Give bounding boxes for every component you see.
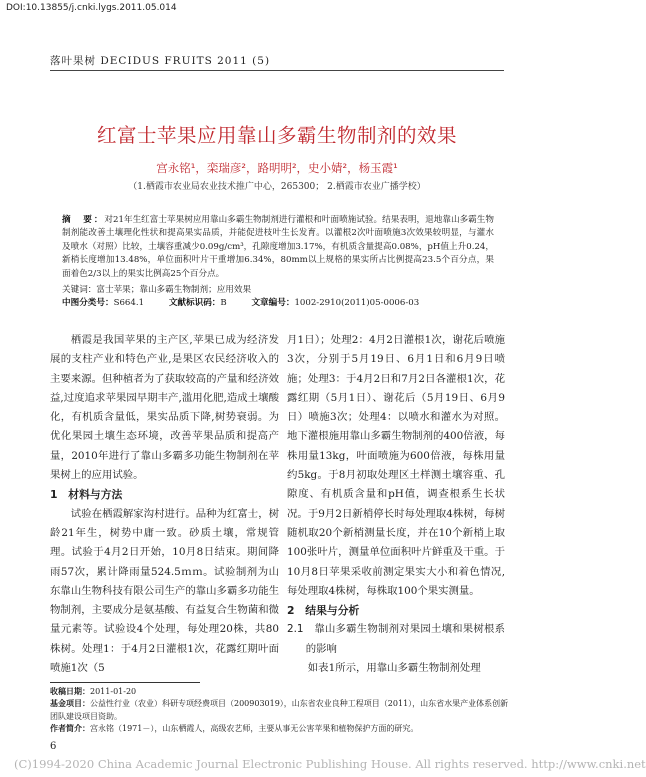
abstract-label: 摘 要： xyxy=(62,215,105,225)
paragraph: 栖霞是我国苹果的主产区,苹果已成为经济发展的支柱产业和特色产业,是果区农民经济收入的主要来源。但种植者为了获取较高的产量和经济效益,过度追求苹果园早期丰产,滥用化肥,造成土壤酸化，有机质含量低，果实品质下降,树势衰弱。为优化果园土壤生态环境，改善苹果品质和提高产量，2010年进行了靠山多霸多功能生物制剂在苹果树上的应用试验。 xyxy=(50,334,279,482)
abstract-text: 对21年生红富士苹果树应用靠山多霸生物制剂进行灌根和叶面喷施试验。结果表明，退地靠山多霸生物制剂能改善土壤理化性状和提高果实品质，并能促进枝叶生长发育。以灌根2次叶面喷施3次效果较明显，与灌水及喷水（对照）比较，土壤容重减少0.09g/cm³，孔隙度增加3.17%，有机质含量提高0.08%，pH值上升0.24，新梢长度增加13.48%，单位面积叶片干重增加6.34%，80mm以上规格的果实所占比例提高23.5个百分点，果面着色2/3以上的果实比例高25个百分点。 xyxy=(62,215,494,279)
received-date: 收稿日期：2011-01-20 xyxy=(50,687,137,696)
doi-line: DOI:10.13855/j.cnki.lygs.2011.05.014 xyxy=(6,3,177,13)
abstract xyxy=(62,214,494,281)
paragraph: 月1日）；处理2：4月2日灌根1次，谢花后喷施3次，分别于5月19日、6月1日和6月9日喷施；处理3：于4月2日和7月2日各灌根1次，花露红期（5月1日）、谢花后（5月19日、6月9日）喷施3次；处理4：以喷水和灌水为对照。地下灌根施用靠山多霸生物制剂的400倍液，每株用量13kg，叶面喷施为600倍液，每株用量约5kg。于8月初取处理区土样测土壤容重、孔隙度、有机质含量和pH值，调查根系生长状况。于9月2日新梢停长时每处理取4株树，每树随机取20个新梢测量长度，并在10个新梢上取100张叶片，测量单位面积叶片鲜重及干重。于10月8日苹果采收前测定果实大小和着色情况,每处理取4株树，每株取100个果实测量。 xyxy=(287,334,505,597)
section-heading: 2 结果与分析 xyxy=(287,604,360,618)
clc-code: 中图分类号：S664.1 xyxy=(62,298,145,308)
copyright-notice: (C)1994-2020 China Academic Journal Electronic Publishing House. All rights reserved. http://www.cnki.net xyxy=(14,757,646,771)
page-number: 6 xyxy=(50,741,57,752)
body-column-right xyxy=(287,331,505,678)
section-heading: 1 材料与方法 xyxy=(50,488,123,502)
author-list: 宫永铭¹，栾瑞彦²，路明明²，史小婧²，杨玉霞¹ xyxy=(156,161,398,175)
footnote-rule xyxy=(50,682,200,683)
fund-info: 基金项目：公益性行业（农业）科研专项经费项目（200903019），山东省农业良种工程项目（2011），山东省水果产业体系创新团队建设项目资助。 xyxy=(50,699,509,721)
affiliations: （1.栖霞市农业局农业技术推广中心，265300； 2.栖霞市农业广播学校） xyxy=(128,182,426,192)
article-title: 红富士苹果应用靠山多霸生物制剂的效果 xyxy=(96,124,457,147)
doc-code: 文献标识码：B xyxy=(168,298,227,308)
paragraph: 如表1所示，用靠山多霸生物制剂处理 xyxy=(307,662,481,675)
journal-header: 落叶果树 DECIDUS FRUITS 2011 (5) xyxy=(50,55,271,67)
author-bio: 作者简介：宫永铭（1971－），山东栖霞人，高级农艺师，主要从事无公害苹果和植物保护方面的研究。 xyxy=(50,724,419,734)
header-rule xyxy=(50,70,504,71)
classification-codes xyxy=(62,296,502,308)
subsection-heading: 2.1 靠山多霸生物制剂对果园土壤和果树根系的影响 xyxy=(287,623,505,655)
keywords-text: 富士苹果；靠山多霸生物制剂；应用效果 xyxy=(96,285,252,295)
keywords-label: 关键词： xyxy=(62,285,97,295)
footnotes xyxy=(50,686,510,736)
paragraph: 试验在栖霞解家沟村进行。品种为红富士，树龄21年生，树势中庸一致。砂质土壤，常规管理。试验于4月2日开始，10月8日结束。期间降雨57次，累计降雨量524.5ｍｍ。试验制剂为山东靠山生物科技有限公司生产的靠山多霸多功能生物制剂，主要成分是氨基酸、有益复合生物菌和微量元素等。试验设4个处理，每处理20株，共80株树。处理1：于4月2日灌根1次，花露红期叶面喷施1次（5 xyxy=(50,507,279,675)
body-column-left xyxy=(50,331,279,678)
article-number: 文章编号：1002-2910(2011)05-0006-03 xyxy=(251,298,420,308)
keywords xyxy=(62,283,494,295)
